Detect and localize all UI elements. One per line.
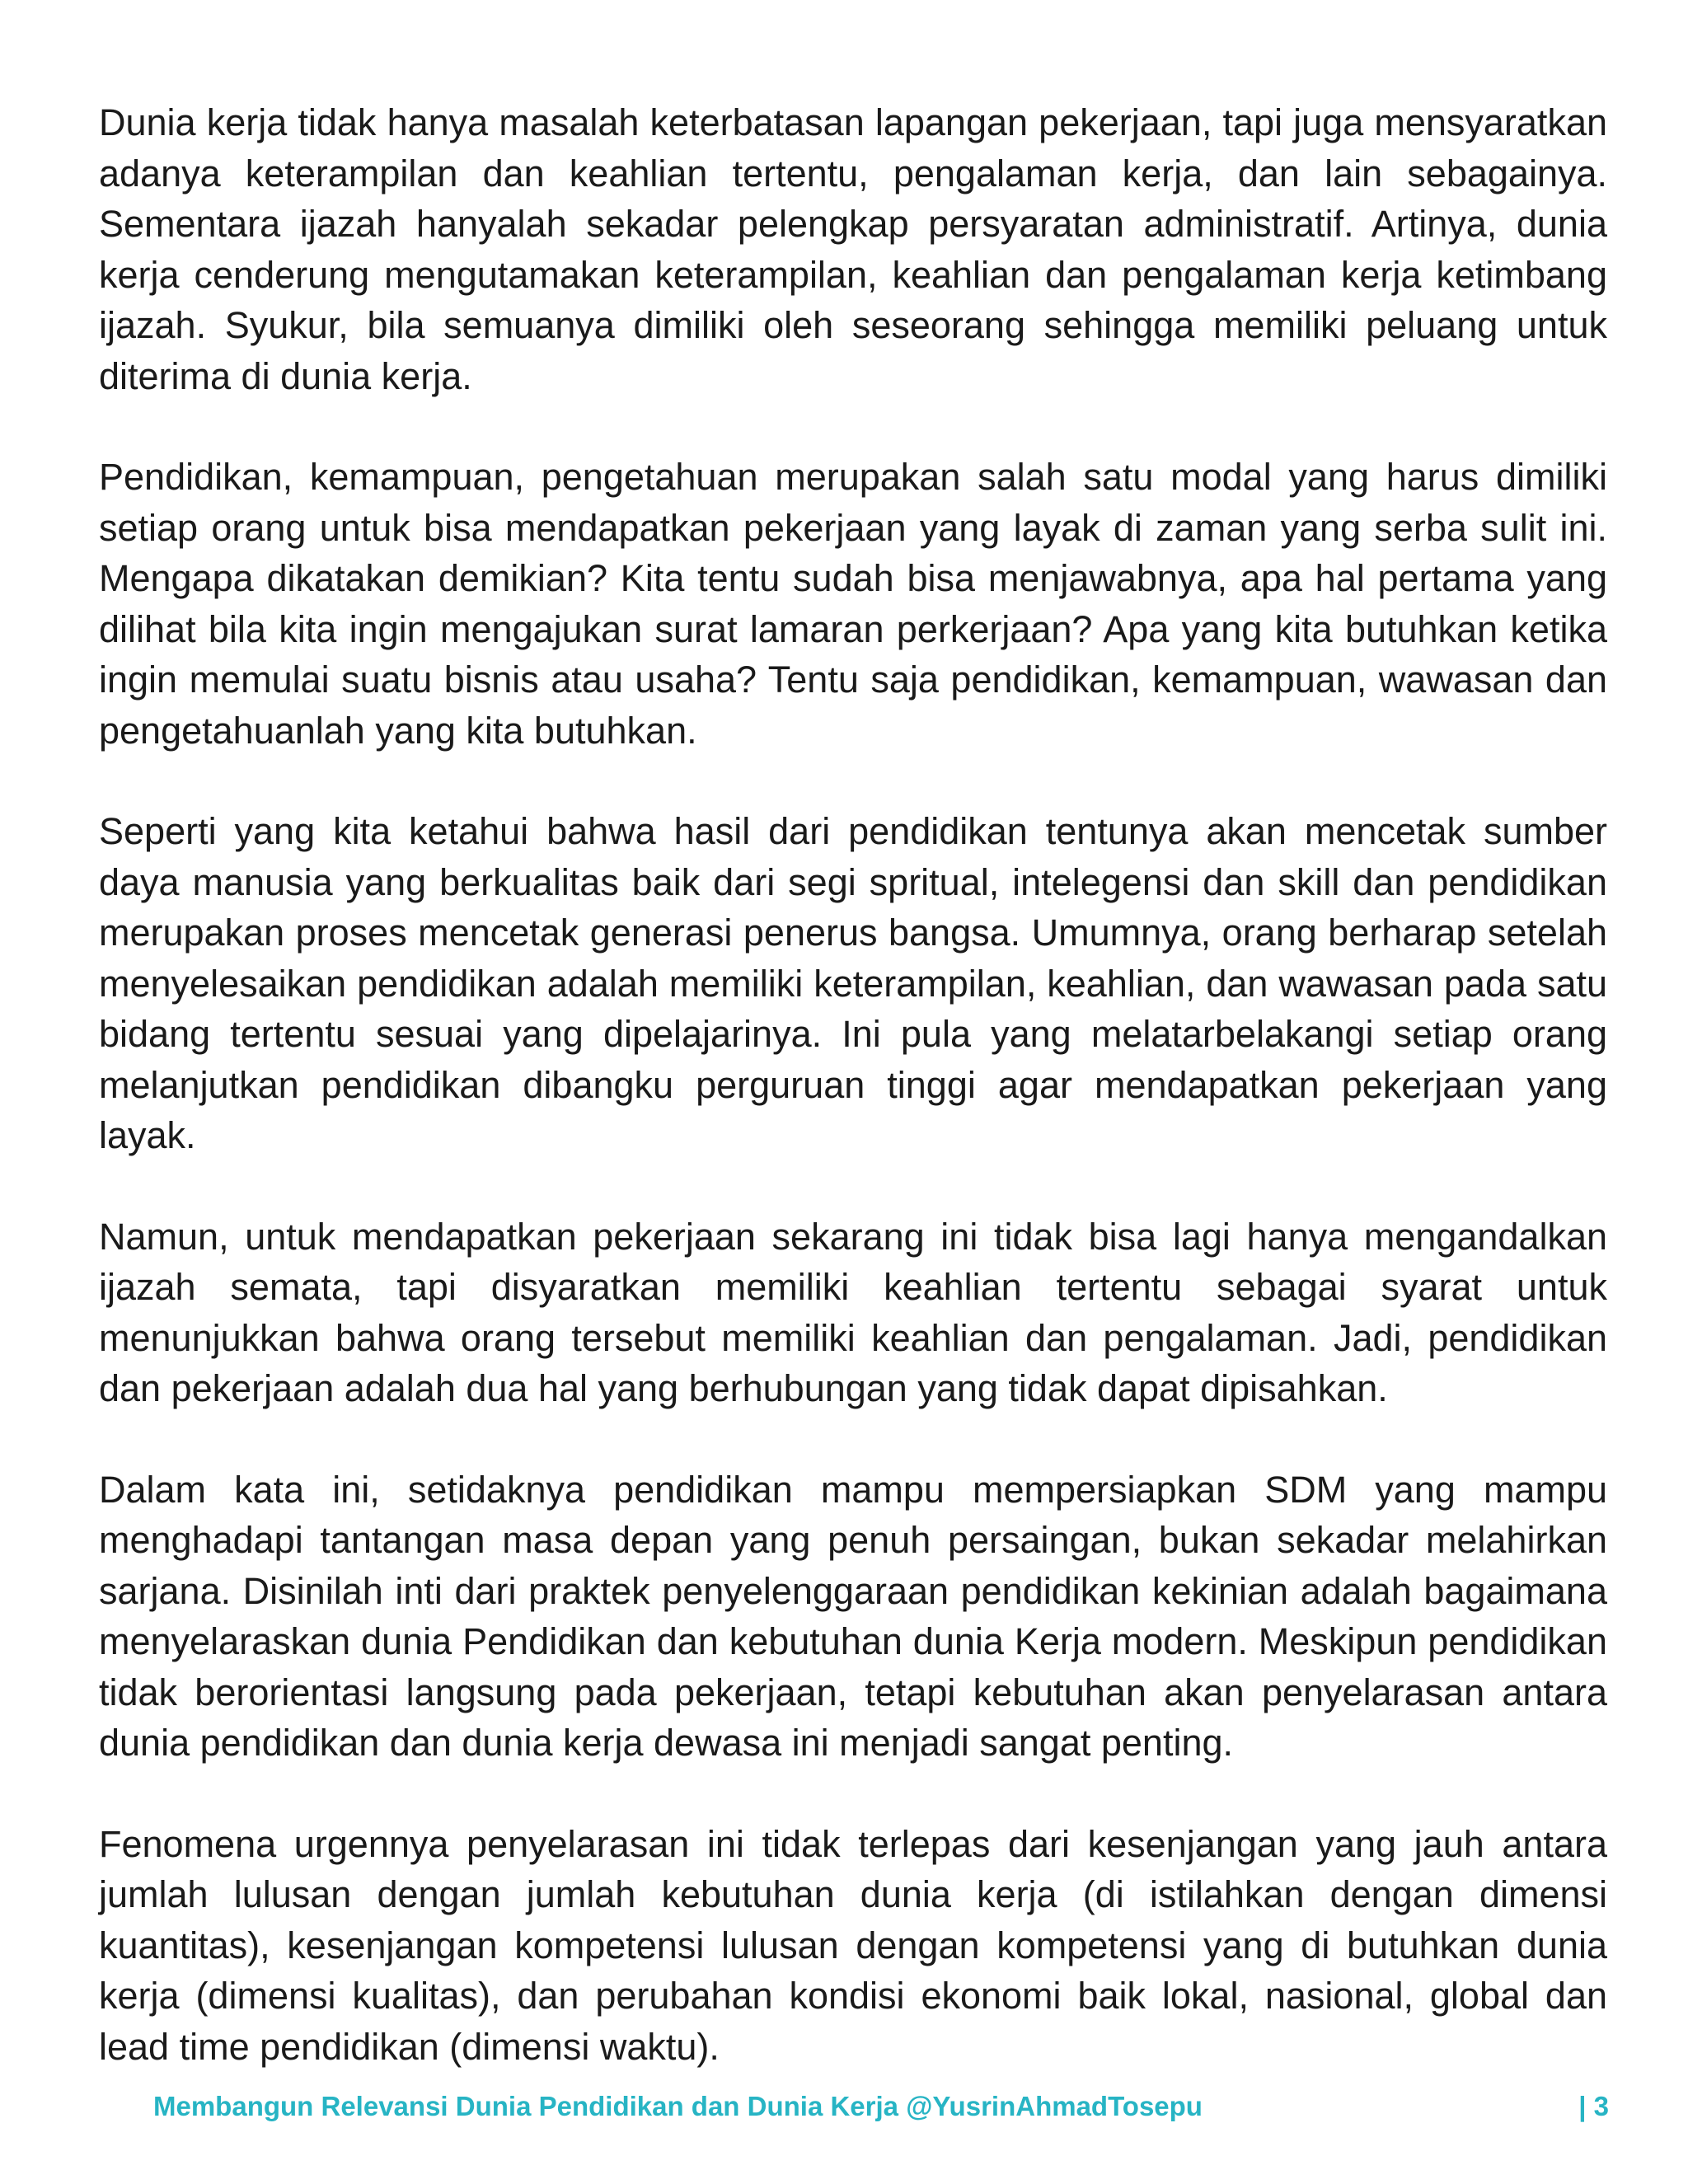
page-footer (153, 2091, 1609, 2132)
page-number: | 3 (1578, 2091, 1609, 2121)
paragraph-4: Namun, untuk mendapatkan pekerjaan sekarang ini tidak bisa lagi hanya mengandalkan ijazah semata, tapi disyaratkan memiliki keahlian tertentu sebagai syarat untuk menunjukkan bahwa orang tersebut memiliki keahlian dan pengalaman. Jadi, pendidikan dan pekerjaan adalah dua hal yang berhubungan yang tidak dapat dipisahkan. (99, 1215, 1607, 1409)
document-body (99, 97, 1607, 2122)
paragraph-1: Dunia kerja tidak hanya masalah keterbatasan lapangan pekerjaan, tapi juga mensyaratkan adanya keterampilan dan keahlian tertentu, pengalaman kerja, dan lain sebagainya. Sementara ijazah hanyalah sekadar pelengkap persyaratan administratif. Artinya, dunia kerja cenderung mengutamakan keterampilan, keahlian dan pengalaman kerja ketimbang ijazah. Syukur, bila semuanya dimiliki oleh seseorang sehingga memiliki peluang untuk diterima di dunia kerja. (99, 101, 1607, 397)
paragraph-5: Dalam kata ini, setidaknya pendidikan mampu mempersiapkan SDM yang mampu menghadapi tantangan masa depan yang penuh persaingan, bukan sekadar melahirkan sarjana. Disinilah inti dari praktek penyelenggaraan pendidikan kekinian adalah bagaimana menyelaraskan dunia Pendidikan dan kebutuhan dunia Kerja modern. Meskipun pendidikan tidak berorientasi langsung pada pekerjaan, tetapi kebutuhan akan penyelarasan antara dunia pendidikan dan dunia kerja dewasa ini menjadi sangat penting. (99, 1468, 1607, 1764)
paragraph-3: Seperti yang kita ketahui bahwa hasil dari pendidikan tentunya akan mencetak sumber daya manusia yang berkualitas baik dari segi spritual, intelegensi dan skill dan pendidikan merupakan proses mencetak generasi penerus bangsa. Umumnya, orang berharap setelah menyelesaikan pendidikan adalah memiliki keterampilan, keahlian, dan wawasan pada satu bidang tertentu sesuai yang dipelajarinya. Ini pula yang melatarbelakangi setiap orang melanjutkan pendidikan dibangku perguruan tinggi agar mendapatkan pekerjaan yang layak. (99, 810, 1607, 1156)
footer-title: Membangun Relevansi Dunia Pendidikan dan Dunia Kerja @YusrinAhmadTosepu (153, 2091, 1203, 2121)
paragraph-6: Fenomena urgennya penyelarasan ini tidak terlepas dari kesenjangan yang jauh antara jumlah lulusan dengan jumlah kebutuhan dunia kerja (di istilahkan dengan dimensi kuantitas), kesenjangan kompetensi lulusan dengan kompetensi yang di butuhkan dunia kerja (dimensi kualitas), dan perubahan kondisi ekonomi baik lokal, nasional, global dan lead time pendidikan (dimensi waktu). (99, 1822, 1607, 2068)
paragraph-2: Pendidikan, kemampuan, pengetahuan merupakan salah satu modal yang harus dimiliki setiap orang untuk bisa mendapatkan pekerjaan yang layak di zaman yang serba sulit ini. Mengapa dikatakan demikian? Kita tentu sudah bisa menjawabnya, apa hal pertama yang dilihat bila kita ingin mengajukan surat lamaran perkerjaan? Apa yang kita butuhkan ketika ingin memulai suatu bisnis atau usaha? Tentu saja pendidikan, kemampuan, wawasan dan pengetahuanlah yang kita butuhkan. (99, 456, 1607, 752)
